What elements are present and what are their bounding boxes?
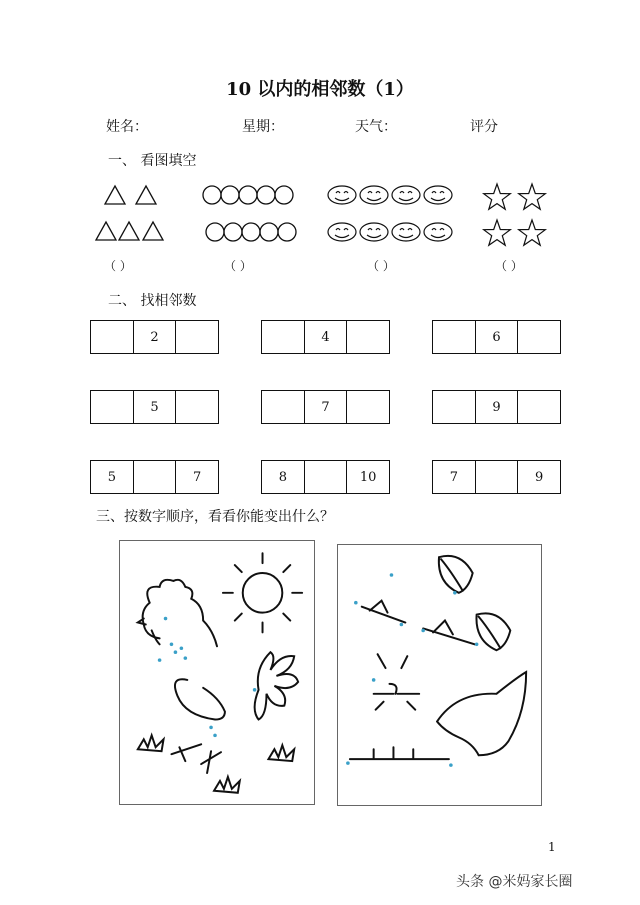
- weekday-field-label: 星期：: [242, 119, 284, 135]
- neighbor-cell: 9: [476, 391, 519, 423]
- star-group: [484, 184, 546, 245]
- triangle-group: [96, 186, 163, 240]
- weather-field-label: 天气：: [355, 119, 397, 135]
- neighbor-box: [261, 390, 390, 424]
- neighbor-box: [261, 320, 390, 354]
- neighbor-cell[interactable]: [347, 321, 389, 353]
- fox-icon: [374, 654, 420, 709]
- neighbor-box: [90, 320, 219, 354]
- leaf-icon: [439, 556, 473, 593]
- neighbor-box: [432, 460, 561, 494]
- neighbor-cell[interactable]: [262, 391, 305, 423]
- section-2-heading: 二、 找相邻数: [108, 293, 197, 309]
- neighbor-cell: 7: [305, 391, 348, 423]
- page-title: 10 以内的相邻数（1）: [226, 79, 414, 100]
- watermark: 头条 @米妈家长圈: [456, 874, 573, 890]
- neighbor-box: [432, 390, 561, 424]
- neighbor-box: [261, 460, 390, 494]
- neighbor-cell[interactable]: [518, 391, 560, 423]
- dot-to-dot-picture-rooster: [119, 540, 315, 805]
- neighbor-cell: 10: [359, 469, 377, 485]
- answer-blank-1[interactable]: （ ）: [104, 259, 132, 273]
- neighbor-cell[interactable]: [134, 461, 177, 493]
- rooster-icon: [138, 580, 217, 646]
- neighbor-cell: 6: [476, 321, 519, 353]
- neighbor-cell: 5: [134, 391, 177, 423]
- neighbor-box: [90, 390, 219, 424]
- neighbor-cell[interactable]: [476, 461, 519, 493]
- section-3-heading: 三、按数字顺序，看看你能变出什么？: [96, 509, 334, 525]
- neighbor-cell[interactable]: [176, 321, 218, 353]
- neighbor-cell[interactable]: [176, 391, 218, 423]
- neighbor-box: [90, 460, 219, 494]
- page-number: 1: [548, 840, 556, 854]
- neighbor-cell: 9: [535, 469, 544, 485]
- sun-icon: [243, 573, 283, 613]
- circle-group: [203, 186, 296, 241]
- neighbor-cell[interactable]: [433, 321, 476, 353]
- score-field-label: 评分: [470, 119, 498, 135]
- neighbor-box: [432, 320, 561, 354]
- neighbor-cell: 7: [433, 461, 476, 493]
- neighbor-cell: 7: [193, 469, 202, 485]
- dot-to-dot-picture-fox: [337, 544, 542, 806]
- neighbor-cell: 2: [134, 321, 177, 353]
- name-field-label: 姓名：: [106, 119, 148, 135]
- neighbor-cell: 8: [262, 461, 305, 493]
- neighbor-cell[interactable]: [347, 391, 389, 423]
- answer-blank-2[interactable]: （ ）: [224, 259, 252, 273]
- answer-blank-4[interactable]: （ ）: [495, 259, 523, 273]
- neighbor-cell[interactable]: [305, 461, 348, 493]
- neighbor-cell[interactable]: [91, 321, 134, 353]
- neighbor-cell[interactable]: [433, 391, 476, 423]
- neighbor-cell: 4: [305, 321, 348, 353]
- smiley-group: [328, 186, 452, 241]
- neighbor-cell[interactable]: [262, 321, 305, 353]
- neighbor-cell[interactable]: [91, 391, 134, 423]
- section-1-heading: 一、 看图填空: [108, 153, 197, 169]
- counting-shapes: [0, 180, 640, 280]
- neighbor-cell[interactable]: [518, 321, 560, 353]
- answer-blank-3[interactable]: （ ）: [367, 259, 395, 273]
- neighbor-cell: 5: [91, 461, 134, 493]
